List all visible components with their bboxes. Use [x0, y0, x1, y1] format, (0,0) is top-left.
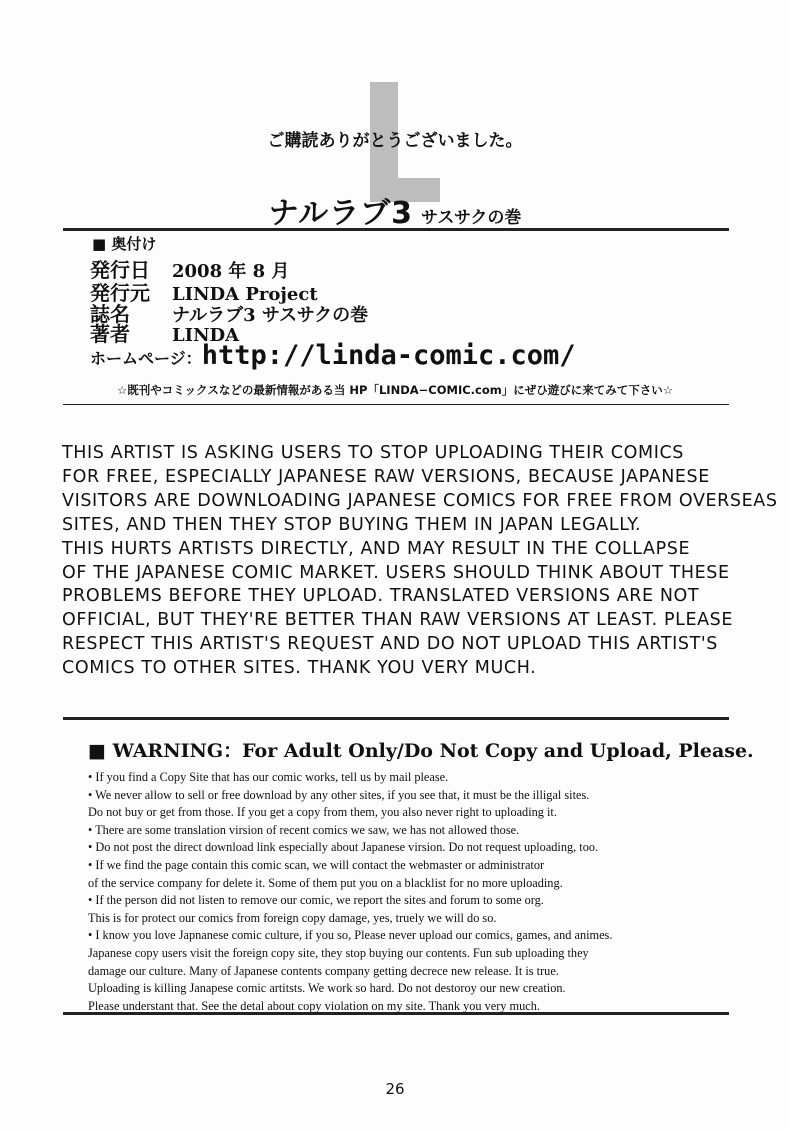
book-title: [0, 188, 790, 232]
colophon-value: ナルラブ3 サスサクの巻: [172, 305, 369, 326]
homepage-line: [90, 340, 576, 371]
colophon-heading: ■ 奥付け: [92, 235, 157, 253]
warning-bottom-divider: [63, 1012, 729, 1015]
warning-line: Uploading is killing Janapese comic artitsts. We work so hard. Do not destoroy our new creation.: [88, 981, 566, 996]
notice-line: SITES, AND THEN THEY STOP BUYING THEM IN JAPAN LEGALLY.: [62, 514, 642, 535]
warning-line: • We never allow to sell or free download by any other sites, if you see that, it must be the illigal sites.: [88, 787, 590, 802]
warning-line: damage our culture. Many of Japanese contents company getting decrece new release. It is true.: [88, 963, 559, 978]
book-title-sub: サスサクの巻: [421, 208, 522, 228]
warning-line: • If we find the page contain this comic scan, we will contact the webmaster or administrator: [88, 857, 545, 872]
announcement-line: ☆既刊やコミックスなどの最新情報がある当 HP「LINDA−COMIC.com」にぜひ遊びに来てみて下さい☆: [116, 383, 674, 397]
warning-line: • If the person did not listen to remove our comic, we report the sites and forum to some org.: [88, 893, 544, 908]
notice-line: OFFICIAL, BUT THEY'RE BETTER THAN RAW VERSIONS AT LEAST. PLEASE: [62, 610, 734, 631]
warning-line: • I know you love Japnanese comic culture, if you so, Please never upload our comics, games, and animes.: [88, 928, 613, 943]
warning-line: • Do not post the direct download link especially about Japanese virsion. Do not request uploading, too.: [88, 840, 599, 855]
colophon-value: 2008 年 8 月: [172, 261, 290, 282]
page-number: 26: [385, 1080, 405, 1098]
notice-line: PROBLEMS BEFORE THEY UPLOAD. TRANSLATED VERSIONS ARE NOT: [62, 586, 700, 607]
warning-top-divider: [63, 717, 729, 720]
warning-line: • If you find a Copy Site that has our comic works, tell us by mail please.: [88, 770, 449, 784]
colophon-value: LINDA: [172, 325, 240, 346]
warning-line: Japanese copy users visit the foreign copy site, they stop buying our contents. Fun sub uploading they: [88, 945, 589, 960]
warning-title: ■ WARNING：For Adult Only/Do Not Copy and Upload, Please.: [88, 740, 754, 762]
notice-line: RESPECT THIS ARTIST'S REQUEST AND DO NOT UPLOAD THIS ARTIST'S: [62, 634, 718, 655]
notice-line: OF THE JAPANESE COMIC MARKET. USERS SHOULD THINK ABOUT THESE: [62, 562, 730, 583]
warning-body: [88, 769, 738, 1015]
warning-line: Do not buy or get from those. If you get a copy from them, you also never right to uploading it.: [88, 805, 557, 820]
homepage-url: http://linda-comic.com/: [201, 340, 576, 371]
warning-line: This is for protect our comics from foreign copy damage, yes, truely we will do so.: [88, 910, 497, 925]
notice-line: VISITORS ARE DOWNLOADING JAPANESE COMICS FOR FREE FROM OVERSEAS: [62, 490, 778, 511]
notice-line: COMICS TO OTHER SITES. THANK YOU VERY MUCH.: [62, 658, 537, 679]
top-divider: [63, 228, 729, 231]
warning-line: of the service company for delete it. Some of them put you on a blacklist for no more uploading.: [88, 875, 563, 890]
notice-line: THIS ARTIST IS ASKING USERS TO STOP UPLOADING THEIR COMICS: [62, 443, 684, 463]
warning-line: • There are some translation virsion of recent comics we saw, we has not allowed those.: [88, 822, 520, 837]
thanks-message: ご購読ありがとうございました。: [267, 131, 523, 151]
warning-line: Please understant that. See the detal about copy violation on my site. Thank you very much.: [88, 998, 540, 1013]
colophon-key: 発行元: [90, 281, 150, 305]
homepage-label: ホームページ：: [90, 349, 202, 368]
colophon-value: LINDA Project: [172, 284, 318, 305]
book-title-main: ナルラブ3: [268, 196, 414, 231]
colophon-bottom-divider: [63, 404, 729, 405]
colophon-key: 誌名: [90, 302, 130, 326]
colophon-key: 著者: [90, 322, 130, 346]
colophon-key: 発行日: [90, 258, 150, 282]
notice-line: FOR FREE, ESPECIALLY JAPANESE RAW VERSIONS, BECAUSE JAPANESE: [62, 466, 710, 487]
translator-notice: [62, 442, 778, 681]
notice-line: THIS HURTS ARTISTS DIRECTLY, AND MAY RESULT IN THE COLLAPSE: [62, 538, 691, 559]
